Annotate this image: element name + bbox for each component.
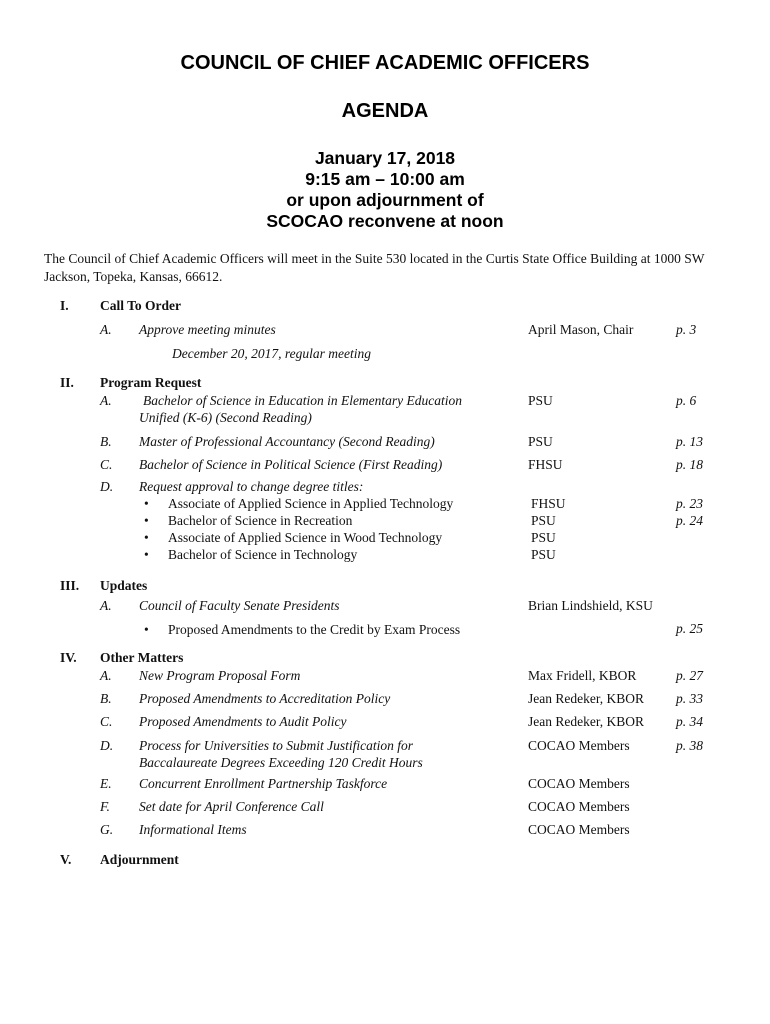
item-text: Informational Items bbox=[139, 822, 247, 837]
document-title: COUNCIL OF CHIEF ACADEMIC OFFICERS bbox=[180, 52, 590, 74]
item-page: p. 23 bbox=[676, 496, 703, 511]
item-page: p. 18 bbox=[676, 457, 703, 472]
item-text: Process for Universities to Submit Justification for bbox=[139, 738, 413, 753]
item-letter: D. bbox=[100, 738, 114, 753]
item-subtext: December 20, 2017, regular meeting bbox=[172, 346, 371, 361]
item-text: Proposed Amendments to Audit Policy bbox=[139, 714, 347, 729]
item-presenter: FHSU bbox=[528, 457, 563, 472]
item-page: p. 34 bbox=[676, 714, 703, 729]
bullet-icon: • bbox=[144, 496, 149, 511]
item-presenter: PSU bbox=[528, 434, 553, 449]
agenda-heading: AGENDA bbox=[341, 100, 429, 122]
item-letter: A. bbox=[100, 598, 112, 613]
item-text: Approve meeting minutes bbox=[139, 322, 276, 337]
item-presenter: Brian Lindshield, KSU bbox=[528, 598, 653, 613]
bullet-icon: • bbox=[144, 513, 149, 528]
item-presenter: FHSU bbox=[531, 496, 566, 511]
section-title: Other Matters bbox=[100, 650, 184, 665]
item-letter: A. bbox=[100, 322, 112, 337]
item-letter: E. bbox=[100, 776, 112, 791]
item-presenter: COCAO Members bbox=[528, 822, 630, 837]
item-letter: B. bbox=[100, 434, 112, 449]
item-text: Master of Professional Accountancy (Second Reading) bbox=[139, 434, 435, 449]
bullet-text: Associate of Applied Science in Wood Technology bbox=[168, 530, 443, 545]
section-title: Call To Order bbox=[100, 298, 182, 313]
section-title: Updates bbox=[100, 578, 148, 593]
item-presenter: Jean Redeker, KBOR bbox=[528, 714, 645, 729]
section-number: I. bbox=[60, 298, 69, 313]
item-page: p. 38 bbox=[676, 738, 703, 753]
item-letter: A. bbox=[100, 668, 112, 683]
bullet-text: Bachelor of Science in Technology bbox=[168, 547, 358, 562]
meeting-condition: or upon adjournment of bbox=[286, 190, 484, 210]
list-item bbox=[144, 546, 357, 563]
meeting-reconvene: SCOCAO reconvene at noon bbox=[266, 211, 504, 231]
section-number: III. bbox=[60, 578, 80, 593]
item-page: p. 3 bbox=[676, 322, 697, 337]
item-text: New Program Proposal Form bbox=[139, 668, 301, 683]
item-presenter: PSU bbox=[528, 393, 553, 408]
item-letter: D. bbox=[100, 479, 114, 494]
list-item bbox=[144, 621, 460, 638]
item-presenter: COCAO Members bbox=[528, 738, 630, 753]
item-letter: F. bbox=[100, 799, 110, 814]
bullet-text: Bachelor of Science in Recreation bbox=[168, 513, 353, 528]
list-item bbox=[144, 512, 352, 529]
item-text-cont: Unified (K-6) (Second Reading) bbox=[139, 410, 312, 425]
list-item bbox=[144, 529, 442, 546]
item-presenter: PSU bbox=[531, 530, 556, 545]
item-presenter: COCAO Members bbox=[528, 799, 630, 814]
list-item bbox=[144, 495, 453, 512]
item-letter: C. bbox=[100, 457, 113, 472]
item-page: p. 33 bbox=[676, 691, 703, 706]
meeting-time: 9:15 am – 10:00 am bbox=[305, 169, 465, 189]
item-page: p. 6 bbox=[676, 393, 697, 408]
section-number: II. bbox=[60, 375, 74, 390]
item-text: Bachelor of Science in Political Science (First Reading) bbox=[139, 457, 443, 472]
item-presenter: Max Fridell, KBOR bbox=[528, 668, 637, 683]
item-presenter: PSU bbox=[531, 513, 556, 528]
item-page: p. 13 bbox=[676, 434, 703, 449]
meeting-date: January 17, 2018 bbox=[314, 148, 456, 168]
item-letter: A. bbox=[100, 393, 112, 408]
item-page: p. 25 bbox=[676, 621, 703, 636]
item-presenter: April Mason, Chair bbox=[528, 322, 634, 337]
bullet-text: Associate of Applied Science in Applied Technology bbox=[168, 496, 454, 511]
item-text: Concurrent Enrollment Partnership Taskforce bbox=[139, 776, 388, 791]
item-presenter: COCAO Members bbox=[528, 776, 630, 791]
bullet-icon: • bbox=[144, 530, 149, 545]
bullet-text: Proposed Amendments to the Credit by Exam Process bbox=[168, 622, 461, 637]
item-page: p. 24 bbox=[676, 513, 703, 528]
item-text-cont: Baccalaureate Degrees Exceeding 120 Credit Hours bbox=[139, 755, 423, 770]
item-letter: B. bbox=[100, 691, 112, 706]
section-number: V. bbox=[60, 852, 72, 867]
item-text: Council of Faculty Senate Presidents bbox=[139, 598, 340, 613]
section-title: Adjournment bbox=[100, 852, 179, 867]
item-presenter: PSU bbox=[531, 547, 556, 562]
bullet-icon: • bbox=[144, 622, 149, 637]
item-text: Bachelor of Science in Education in Elementary Education bbox=[143, 393, 463, 408]
item-page: p. 27 bbox=[676, 668, 703, 683]
bullet-icon: • bbox=[144, 547, 149, 562]
item-letter: C. bbox=[100, 714, 113, 729]
section-title: Program Request bbox=[100, 375, 202, 390]
intro-paragraph: The Council of Chief Academic Officers will meet in the Suite 530 located in the Curtis State Office Building at 1000 SW Jackson, Topeka, Kansas, 66612. bbox=[44, 251, 705, 284]
item-text: Proposed Amendments to Accreditation Policy bbox=[139, 691, 391, 706]
item-text: Set date for April Conference Call bbox=[139, 799, 324, 814]
item-text: Request approval to change degree titles: bbox=[139, 479, 364, 494]
item-letter: G. bbox=[100, 822, 114, 837]
section-number: IV. bbox=[60, 650, 77, 665]
item-presenter: Jean Redeker, KBOR bbox=[528, 691, 645, 706]
